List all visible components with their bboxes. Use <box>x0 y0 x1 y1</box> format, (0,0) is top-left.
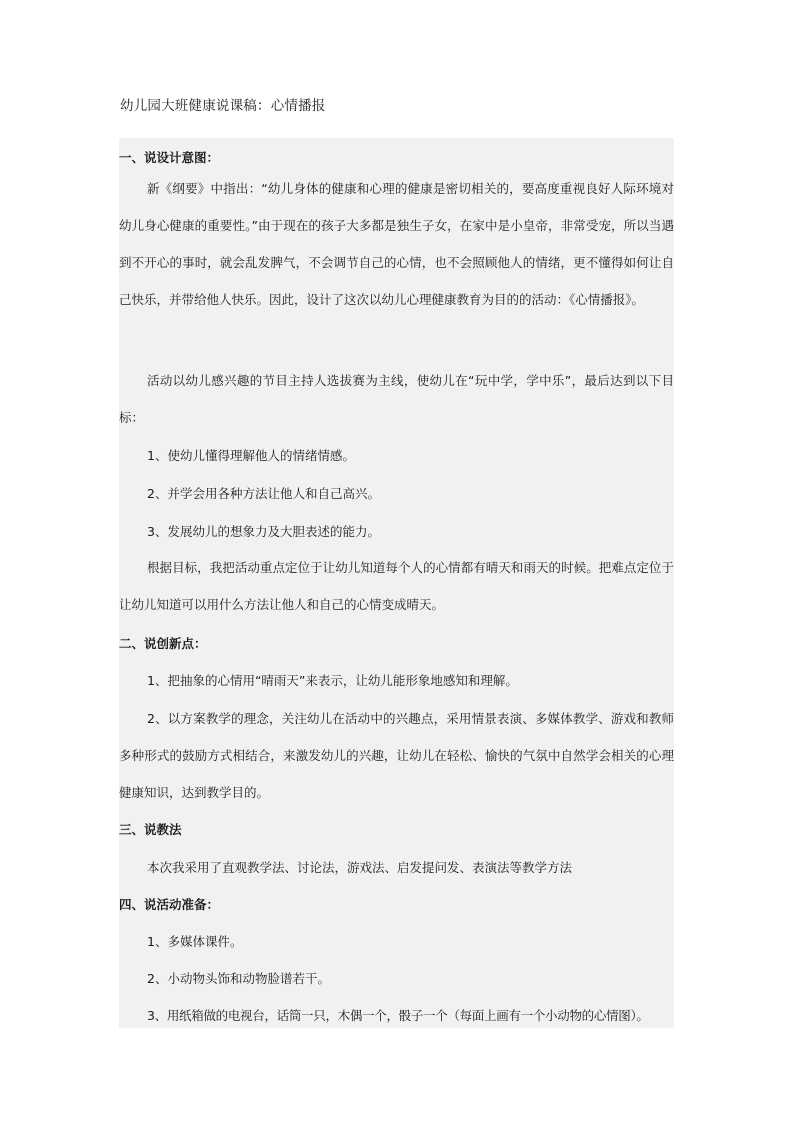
preparation-item-2: 2、小动物头饰和动物脸谱若干。 <box>147 971 330 986</box>
preparation-item-1: 1、多媒体课件。 <box>147 934 243 949</box>
paragraph-key-points: 根据目标，我把活动重点定位于让幼儿知道每个人的心情都有晴天和雨天的时候。把难点定位于让幼儿知道可以用什么方法让他人和自己的心情变成晴天。 <box>119 560 674 612</box>
goal-item-1: 1、使幼儿懂得理解他人的情绪情感。 <box>147 448 355 463</box>
section-heading-teaching-methods: 三、说教法 <box>119 822 182 837</box>
paragraph-activity-intro: 活动以幼儿感兴趣的节目主持人选拔赛为主线，使幼儿在“玩中学，学中乐”，最后达到以下目标： <box>119 373 674 425</box>
innovation-item-1: 1、把抽象的心情用“晴雨天”来表示，让幼儿能形象地感知和理解。 <box>147 673 518 688</box>
section-heading-preparation: 四、说活动准备： <box>119 897 220 912</box>
goal-item-3: 3、发展幼儿的想象力及大胆表述的能力。 <box>147 524 380 539</box>
teaching-methods-text: 本次我采用了直观教学法、讨论法，游戏法、启发提问发、表演法等教学方法 <box>147 860 573 875</box>
content-block <box>119 138 674 1028</box>
paragraph-guideline: 新《纲要》中指出：“幼儿身体的健康和心理的健康是密切相关的，要高度重视良好人际环境对幼儿身心健康的重要性。”由于现在的孩子大多都是独生子女，在家中是小皇帝，非常受宠，所以当遇到不开心的事时，就会乱发脾气，不会调节自己的心情，也不会照顾他人的情绪，更不懂得如何让自己快乐，并带给他人快乐。因此，设计了这次以幼儿心理健康教育为目的的活动：《心情播报》。 <box>119 181 674 307</box>
preparation-item-3: 3、用纸箱做的电视台，话筒一只，木偶一个，骰子一个（每面上画有一个小动物的心情图）。 <box>147 1008 649 1023</box>
document-title: 幼儿园大班健康说课稿：心情播报 <box>120 98 326 114</box>
section-heading-design-intent: 一、说设计意图： <box>119 150 220 165</box>
section-heading-innovation: 二、说创新点： <box>119 636 207 651</box>
innovation-item-2: 2、以方案教学的理念，关注幼儿在活动中的兴趣点，采用情景表演、多媒体教学、游戏和教师多种形式的鼓励方式相结合，来激发幼儿的兴趣，让幼儿在轻松、愉快的气氛中自然学会相关的心理健康知识，达到教学目的。 <box>119 711 674 800</box>
goal-item-2: 2、并学会用各种方法让他人和自己高兴。 <box>147 486 380 501</box>
